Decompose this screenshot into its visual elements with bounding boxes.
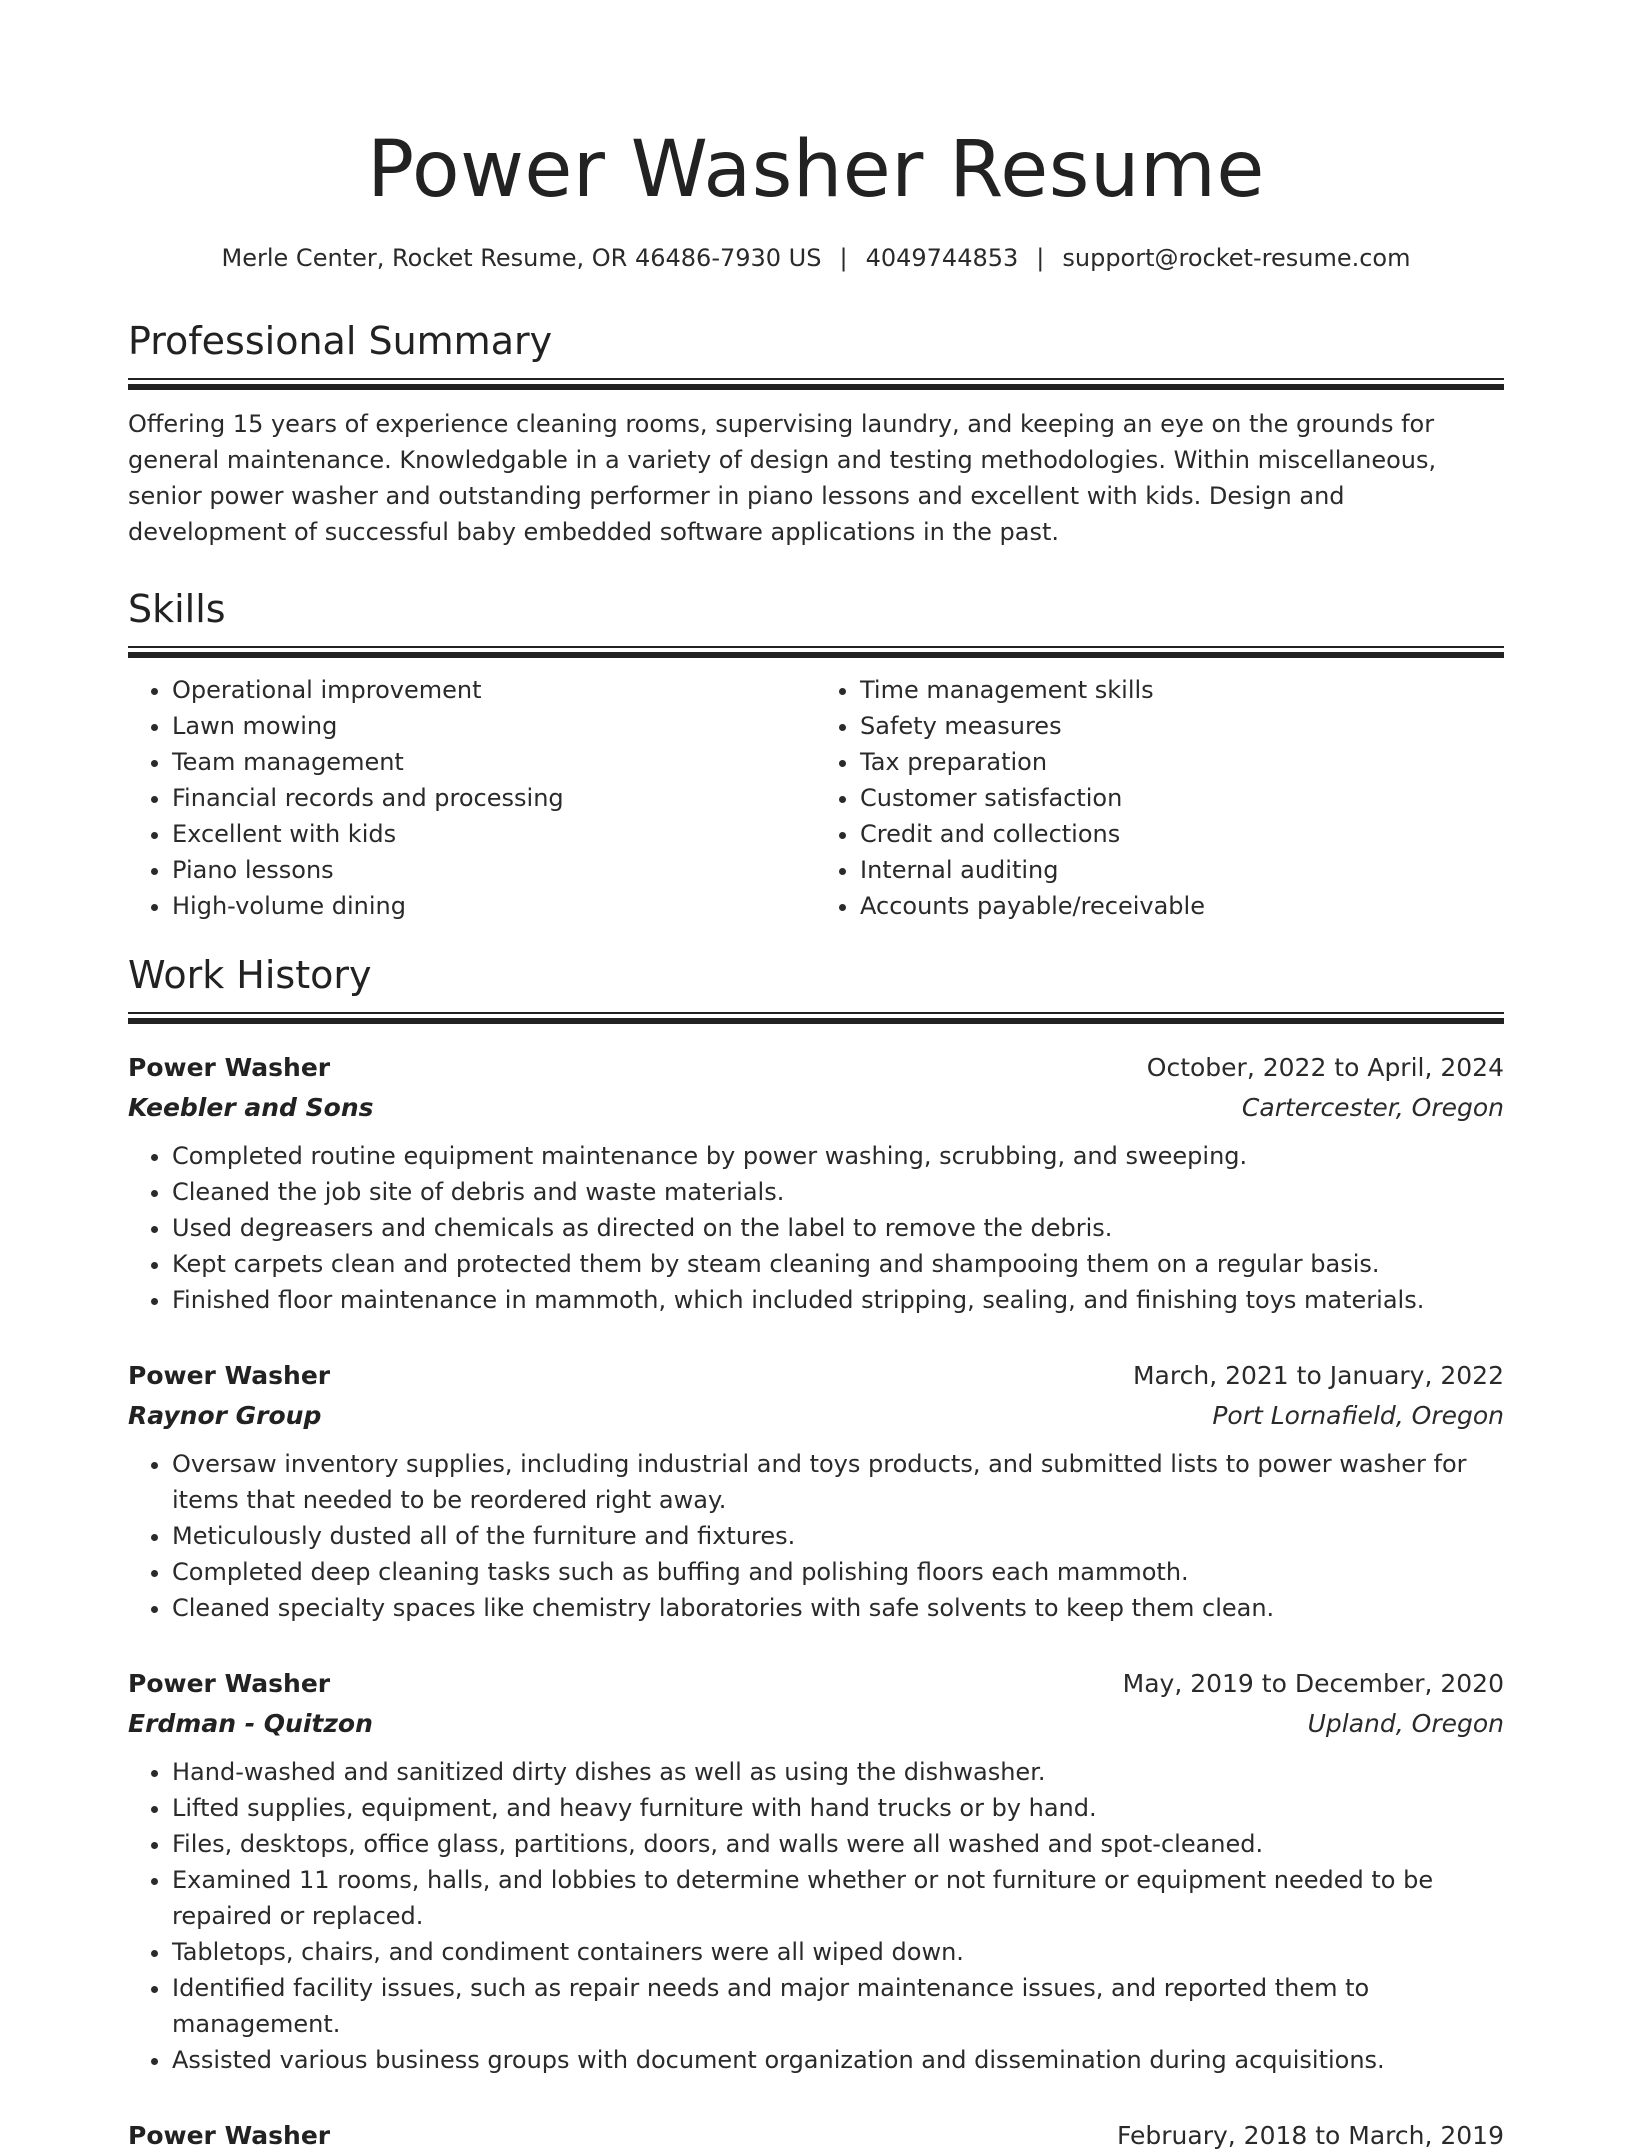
skill-item: • Financial records and processing: [172, 780, 816, 816]
job-dates: February, 2018 to March, 2019: [1116, 2121, 1504, 2150]
job-location: Cartercester, Oregon: [1241, 1093, 1504, 1122]
job-duty: • Examined 11 rooms, halls, and lobbies to determine whether or not furniture or equipment needed to be repaired or replaced.: [172, 1862, 1504, 1934]
job-title: Power Washer: [128, 1053, 331, 1082]
skills-column-left: [128, 672, 816, 924]
job-location: Upland, Oregon: [1307, 1709, 1504, 1738]
section-title-work-history: Work History: [128, 953, 372, 997]
skill-item: • Lawn mowing: [172, 708, 816, 744]
job-duty: • Hand-washed and sanitized dirty dishes as well as using the dishwasher.: [172, 1754, 1504, 1790]
job-entry: [128, 1664, 1504, 2078]
job-duties: [128, 1138, 1504, 1318]
job-duty: • Completed deep cleaning tasks such as buffing and polishing floors each mammoth.: [172, 1554, 1504, 1590]
job-duty: • Meticulously dusted all of the furniture and fixtures.: [172, 1518, 1504, 1554]
summary-text: Offering 15 years of experience cleaning rooms, supervising laundry, and keeping an eye on the grounds for general maintenance. Knowledgable in a variety of design and testing methodologies. Within miscellaneous, senior power washer and outstanding performer in piano lessons and excellent with kids. Design and development of successful baby embedded software applications in the past.: [128, 410, 1437, 546]
skill-item: • Safety measures: [860, 708, 1504, 744]
resume-title: Power Washer Resume: [367, 125, 1265, 215]
contact-email: support@rocket-resume.com: [1062, 244, 1411, 272]
job-entry: [128, 2116, 1504, 2156]
skill-item: • High-volume dining: [172, 888, 816, 924]
contact-separator: |: [1036, 244, 1045, 272]
resume-page: [128, 0, 1504, 2156]
skill-item: • Internal auditing: [860, 852, 1504, 888]
job-duty: • Completed routine equipment maintenance by power washing, scrubbing, and sweeping.: [172, 1138, 1504, 1174]
skill-item: • Team management: [172, 744, 816, 780]
job-duty: • Kept carpets clean and protected them by steam cleaning and shampooing them on a regular basis.: [172, 1246, 1504, 1282]
skill-item: • Accounts payable/receivable: [860, 888, 1504, 924]
section-divider: [128, 646, 1504, 658]
job-duty: • Tabletops, chairs, and condiment containers were all wiped down.: [172, 1934, 1504, 1970]
job-location: Port Lornafield, Oregon: [1212, 1401, 1504, 1430]
job-duty: • Lifted supplies, equipment, and heavy furniture with hand trucks or by hand.: [172, 1790, 1504, 1826]
skill-item: • Operational improvement: [172, 672, 816, 708]
job-dates: May, 2019 to December, 2020: [1122, 1669, 1504, 1698]
skill-item: • Time management skills: [860, 672, 1504, 708]
job-company: Keebler and Sons: [128, 1093, 374, 1122]
job-duty: • Files, desktops, office glass, partitions, doors, and walls were all washed and spot-cleaned.: [172, 1826, 1504, 1862]
job-duty: • Cleaned the job site of debris and waste materials.: [172, 1174, 1504, 1210]
job-duty: • Finished floor maintenance in mammoth, which included stripping, sealing, and finishing toys materials.: [172, 1282, 1504, 1318]
job-entry: [128, 1048, 1504, 1318]
job-title: Power Washer: [128, 2121, 331, 2150]
skills-section: [128, 584, 1504, 924]
job-title: Power Washer: [128, 1361, 331, 1390]
job-duty: • Oversaw inventory supplies, including industrial and toys products, and submitted lists to power washer for items that needed to be reordered right away.: [172, 1446, 1504, 1518]
section-divider: [128, 378, 1504, 390]
skill-item: • Credit and collections: [860, 816, 1504, 852]
work-history-section: [128, 950, 1504, 2156]
skill-item: • Tax preparation: [860, 744, 1504, 780]
job-title: Power Washer: [128, 1669, 331, 1698]
job-duties: [128, 1446, 1504, 1626]
job-dates: October, 2022 to April, 2024: [1146, 1053, 1504, 1082]
job-duty: • Identified facility issues, such as repair needs and major maintenance issues, and reported them to management.: [172, 1970, 1504, 2042]
contact-separator: |: [839, 244, 848, 272]
professional-summary-section: [128, 316, 1504, 550]
job-duties: [128, 1754, 1504, 2078]
job-entry: [128, 1356, 1504, 1626]
contact-address: Merle Center, Rocket Resume, OR 46486-7930 US: [221, 244, 822, 272]
job-company: Erdman - Quitzon: [128, 1709, 373, 1738]
job-company: Raynor Group: [128, 1401, 322, 1430]
skill-item: • Excellent with kids: [172, 816, 816, 852]
contact-line: [128, 242, 1504, 274]
job-dates: March, 2021 to January, 2022: [1132, 1361, 1504, 1390]
skills-column-right: [816, 672, 1504, 924]
contact-phone: 4049744853: [865, 244, 1019, 272]
job-duty: • Used degreasers and chemicals as directed on the label to remove the debris.: [172, 1210, 1504, 1246]
job-duty: • Cleaned specialty spaces like chemistry laboratories with safe solvents to keep them clean.: [172, 1590, 1504, 1626]
section-title-summary: Professional Summary: [128, 319, 553, 363]
section-divider: [128, 1012, 1504, 1024]
skills-grid: [128, 672, 1504, 924]
section-title-skills: Skills: [128, 587, 226, 631]
job-duty: • Assisted various business groups with document organization and dissemination during acquisitions.: [172, 2042, 1504, 2078]
skill-item: • Customer satisfaction: [860, 780, 1504, 816]
skill-item: • Piano lessons: [172, 852, 816, 888]
